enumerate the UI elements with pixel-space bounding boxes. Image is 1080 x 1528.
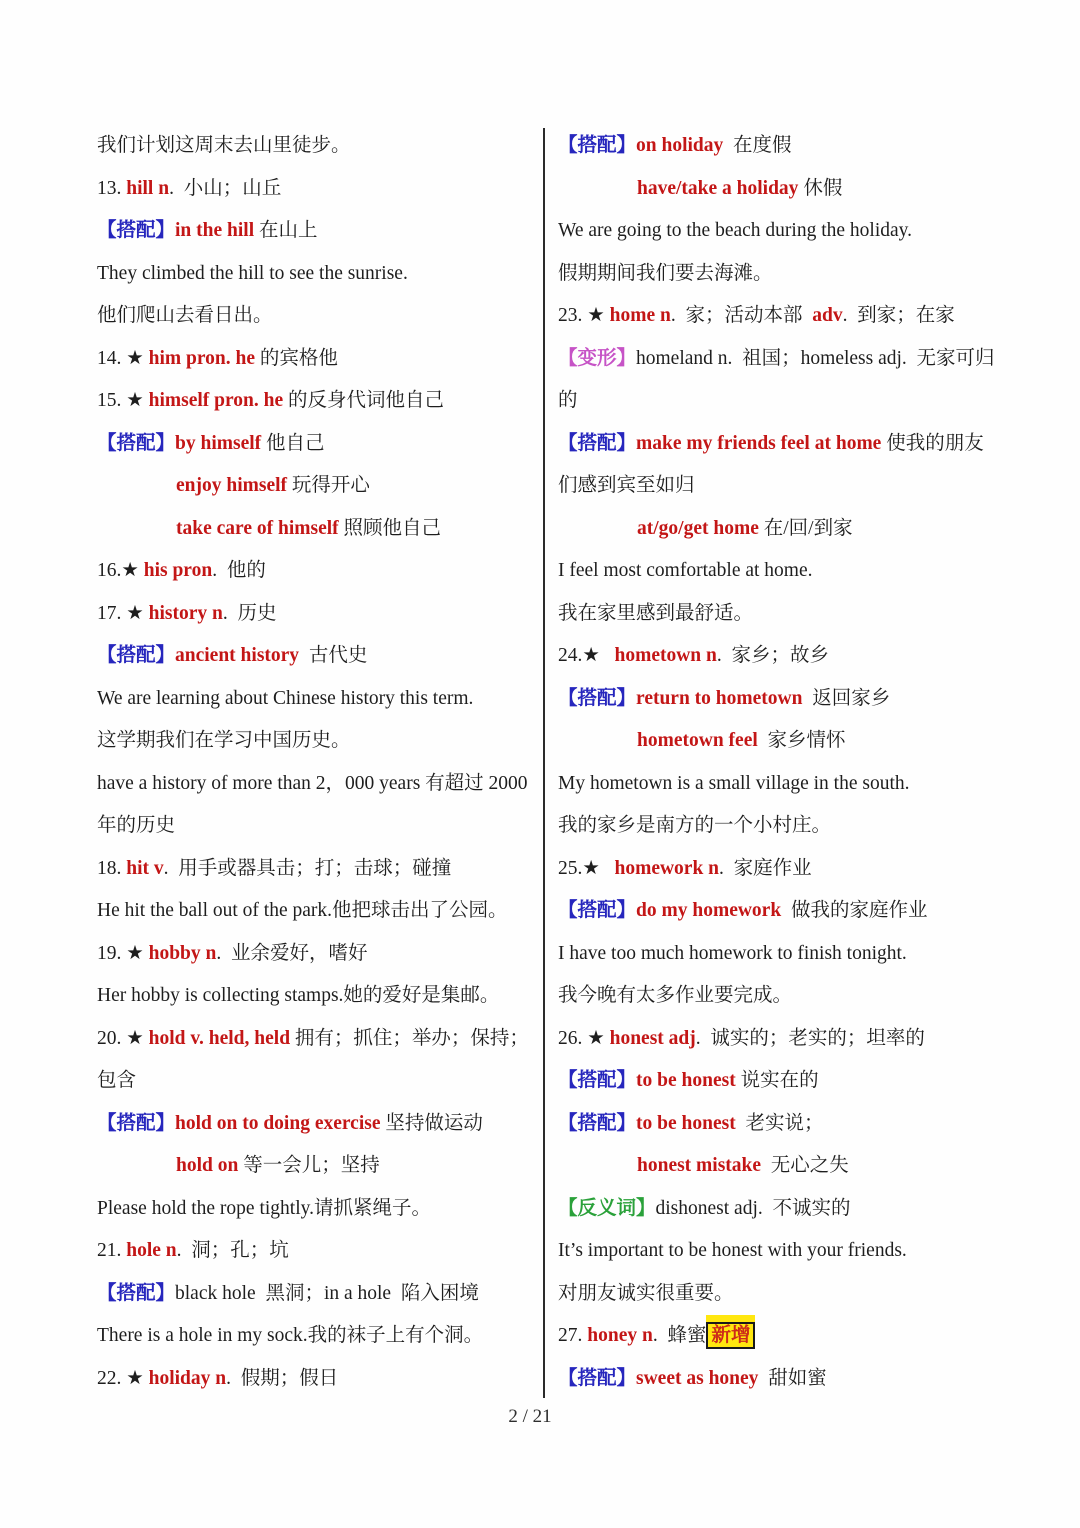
body-text: We are learning about Chinese history this term. — [97, 687, 474, 709]
body-text: . 家庭作业 — [719, 857, 812, 879]
text-line — [558, 295, 1078, 338]
body-text: My hometown is a small village in the south. — [558, 772, 910, 794]
body-text: I feel most comfortable at home. — [558, 560, 813, 581]
text-line — [97, 890, 542, 933]
text-line — [558, 848, 1078, 891]
headword-or-phrase-text: have/take a holiday — [637, 177, 799, 199]
left-column — [97, 125, 542, 1400]
text-line — [97, 253, 542, 296]
body-text: 19. ★ — [97, 942, 149, 964]
text-line — [97, 465, 542, 508]
body-text: . — [169, 177, 184, 199]
collocation-label: 【搭配】 — [97, 432, 176, 454]
headword-or-phrase-text: homework n — [614, 857, 720, 879]
body-text: . 用手或器具击；打；击球；碰撞 — [163, 857, 452, 879]
body-text: 古代史 — [299, 645, 368, 666]
body-text: . 到家；在家 — [842, 305, 955, 326]
text-line — [97, 125, 542, 168]
headword-or-phrase-text: ancient history — [175, 645, 300, 666]
text-line — [558, 253, 1078, 296]
body-text: It’s important to be honest with your friends. — [558, 1240, 907, 1261]
column-divider-line — [543, 128, 545, 1398]
headword-or-phrase-text: history n — [148, 602, 223, 624]
text-line — [558, 763, 1078, 806]
text-line — [558, 678, 1078, 721]
collocation-label: 【搭配】 — [97, 220, 176, 241]
text-line — [97, 1230, 542, 1273]
body-text: 在/回/到家 — [758, 517, 853, 539]
collocation-label: 【搭配】 — [558, 900, 637, 921]
text-line — [97, 1060, 542, 1103]
variant-label: 【变形】 — [558, 347, 637, 369]
text-line — [97, 380, 542, 423]
headword-or-phrase-text: to be honest — [636, 1112, 736, 1134]
text-line — [97, 1358, 542, 1401]
body-text: 小山；山丘 — [183, 177, 282, 199]
body-text: We are going to the beach during the holiday. — [558, 220, 913, 241]
body-text: 他们爬山去看日出。 — [97, 305, 273, 326]
body-text: . 假期；假日 — [226, 1367, 339, 1389]
headword-or-phrase-text: adv — [812, 305, 843, 326]
headword-or-phrase-text: make my friends feel at home — [636, 432, 882, 454]
body-text: . 他的 — [212, 560, 266, 581]
text-line — [558, 890, 1078, 933]
text-line — [97, 720, 542, 763]
body-text: have a history of more than 2，000 years 有超过 2000 — [97, 772, 528, 794]
text-line — [558, 635, 1078, 678]
body-text: 25.★ — [558, 857, 615, 879]
body-text: 27. — [558, 1325, 588, 1346]
headword-or-phrase-text: home n — [609, 305, 671, 326]
text-line — [97, 1018, 542, 1061]
body-text: . 诚实的；老实的；坦率的 — [695, 1027, 925, 1049]
text-line — [558, 380, 1078, 423]
collocation-label: 【搭配】 — [558, 1112, 637, 1134]
body-text: Please hold the rope tightly.请抓紧绳子。 — [97, 1197, 431, 1219]
text-line — [558, 593, 1078, 636]
text-line — [558, 805, 1078, 848]
body-text: 17. ★ — [97, 602, 149, 624]
text-line — [97, 1145, 542, 1188]
right-column — [558, 125, 1078, 1400]
new-added-badge: 新增 — [706, 1322, 755, 1349]
body-text: . 业余爱好，嗜好 — [216, 942, 368, 964]
body-text: 21. — [97, 1240, 127, 1261]
text-line — [558, 1060, 1078, 1103]
headword-or-phrase-text: hometown feel — [637, 730, 758, 751]
text-line — [558, 975, 1078, 1018]
body-text: 返回家乡 — [802, 687, 891, 709]
body-text: 等一会儿；坚持 — [238, 1155, 380, 1176]
text-line — [558, 168, 1078, 211]
body-text: 我的家乡是南方的一个小村庄。 — [558, 815, 832, 836]
text-line — [97, 635, 542, 678]
text-line — [558, 1188, 1078, 1231]
body-text: 玩得开心 — [287, 475, 370, 496]
body-text: 15. ★ — [97, 390, 149, 411]
page-number: 2 / 21 — [508, 1406, 552, 1427]
collocation-label: 【搭配】 — [558, 135, 637, 156]
body-text: 使我的朋友 — [881, 432, 984, 454]
text-line — [558, 210, 1078, 253]
headword-or-phrase-text: enjoy himself — [176, 475, 288, 496]
headword-or-phrase-text: take care of himself — [176, 517, 339, 539]
headword-or-phrase-text: honey n — [587, 1325, 653, 1346]
headword-or-phrase-text: holiday n — [148, 1367, 227, 1389]
text-line — [97, 168, 542, 211]
text-line — [558, 508, 1078, 551]
body-text: 在度假 — [723, 135, 792, 156]
body-text: . 历史 — [222, 602, 277, 624]
body-text: 说实在的 — [735, 1070, 819, 1091]
headword-or-phrase-text: hold on to doing exercise — [175, 1112, 381, 1134]
body-text: 甜如蜜 — [758, 1367, 827, 1389]
text-line — [558, 1273, 1078, 1316]
headword-or-phrase-text: sweet as honey — [636, 1367, 759, 1389]
body-text: 的反身代词他自己 — [283, 390, 445, 411]
headword-or-phrase-text: on holiday — [636, 135, 724, 156]
body-text: 包含 — [97, 1070, 137, 1091]
headword-or-phrase-text: hold on — [176, 1155, 239, 1176]
body-text: 在山上 — [254, 220, 318, 241]
body-text: homeland n. 祖国；homeless adj. 无家可归 — [636, 347, 995, 369]
text-line — [558, 1103, 1078, 1146]
body-text: . 家；活动本部 — [670, 305, 813, 326]
body-text: They climbed the hill to see the sunrise. — [97, 262, 408, 284]
collocation-label: 【搭配】 — [558, 687, 637, 709]
body-text: . 蜂蜜 — [652, 1325, 707, 1346]
headword-or-phrase-text: honest adj — [609, 1027, 696, 1049]
text-line — [97, 1273, 542, 1316]
text-line — [97, 508, 542, 551]
body-text: 我在家里感到最舒适。 — [558, 602, 754, 624]
body-text: Her hobby is collecting stamps.她的爱好是集邮。 — [97, 985, 500, 1006]
body-text: 这学期我们在学习中国历史。 — [97, 730, 351, 751]
body-text: 26. ★ — [558, 1027, 610, 1049]
body-text: 18. — [97, 857, 127, 879]
body-text: 拥有；抓住；举办；保持； — [290, 1027, 529, 1049]
headword-or-phrase-text: return to hometown — [636, 687, 803, 709]
body-text: 休假 — [798, 177, 843, 199]
headword-or-phrase-text: honest mistake — [637, 1155, 762, 1176]
antonym-label: 【反义词】 — [558, 1197, 656, 1219]
headword-or-phrase-text: do my homework — [636, 900, 782, 921]
text-line — [97, 593, 542, 636]
text-line — [97, 550, 542, 593]
text-line — [558, 1018, 1078, 1061]
headword-or-phrase-text: hill n — [126, 177, 170, 199]
headword-or-phrase-text: his pron — [143, 560, 213, 581]
text-line — [97, 338, 542, 381]
headword-or-phrase-text: in the hill — [175, 220, 255, 241]
body-text: 13. — [97, 177, 127, 199]
headword-or-phrase-text: hole n — [126, 1240, 177, 1261]
body-text: He hit the ball out of the park.他把球击出了公园。 — [97, 900, 508, 921]
headword-or-phrase-text: hometown n — [614, 645, 717, 666]
text-line — [97, 848, 542, 891]
headword-or-phrase-text: hobby n — [148, 942, 217, 964]
body-text: 24.★ — [558, 645, 615, 666]
body-text: 对朋友诚实很重要。 — [558, 1282, 734, 1304]
body-text: 老实说； — [735, 1112, 824, 1134]
collocation-label: 【搭配】 — [97, 645, 176, 666]
text-line — [558, 1315, 1078, 1358]
body-text: 家乡情怀 — [757, 730, 846, 751]
text-line — [97, 423, 542, 466]
text-line — [97, 933, 542, 976]
body-text: 的宾格他 — [254, 347, 338, 369]
text-line — [558, 1145, 1078, 1188]
body-text: 年的历史 — [97, 815, 176, 836]
body-text: 22. ★ — [97, 1367, 149, 1389]
headword-or-phrase-text: him pron. he — [148, 347, 255, 369]
body-text: dishonest adj. 不诚实的 — [655, 1197, 851, 1219]
body-text: 做我的家庭作业 — [781, 900, 928, 921]
text-line — [97, 975, 542, 1018]
text-line — [97, 805, 542, 848]
body-text: 14. ★ — [97, 347, 149, 369]
body-text: 坚持做运动 — [380, 1112, 483, 1134]
collocation-label: 【搭配】 — [97, 1112, 176, 1134]
headword-or-phrase-text: hit v — [126, 857, 164, 879]
body-text: 16.★ — [97, 560, 144, 581]
text-line — [558, 338, 1078, 381]
text-line — [558, 933, 1078, 976]
text-line — [97, 210, 542, 253]
body-text: 我们计划这周末去山里徒步。 — [97, 135, 351, 156]
text-line — [97, 678, 542, 721]
text-line — [97, 1103, 542, 1146]
body-text: There is a hole in my sock.我的袜子上有个洞。 — [97, 1325, 484, 1346]
text-line — [97, 1315, 542, 1358]
headword-or-phrase-text: at/go/get home — [637, 517, 759, 539]
collocation-label: 【搭配】 — [558, 432, 637, 454]
text-line — [558, 550, 1078, 593]
body-text: I have too much homework to finish tonight. — [558, 942, 907, 964]
body-text: 们感到宾至如归 — [558, 475, 695, 496]
headword-or-phrase-text: hold v. held, held — [148, 1027, 291, 1049]
text-line — [558, 1230, 1078, 1273]
body-text: 23. ★ — [558, 305, 610, 326]
text-line — [97, 1188, 542, 1231]
body-text: 的 — [558, 390, 578, 411]
body-text: . 家乡；故乡 — [716, 645, 830, 666]
text-line — [97, 295, 542, 338]
body-text: 照顾他自己 — [338, 517, 442, 539]
text-line — [558, 720, 1078, 763]
body-text: . 洞；孔；坑 — [176, 1240, 289, 1261]
text-line — [97, 763, 542, 806]
body-text: black hole 黑洞；in a hole 陷入困境 — [175, 1282, 479, 1304]
body-text: 假期期间我们要去海滩。 — [558, 262, 773, 284]
collocation-label: 【搭配】 — [97, 1282, 176, 1304]
text-line — [558, 423, 1078, 466]
collocation-label: 【搭配】 — [558, 1367, 637, 1389]
body-text: 他自己 — [261, 432, 325, 454]
headword-or-phrase-text: by himself — [175, 432, 262, 454]
headword-or-phrase-text: to be honest — [636, 1070, 736, 1091]
body-text: 我今晚有太多作业要完成。 — [558, 985, 793, 1006]
text-line — [558, 1358, 1078, 1401]
body-text: 20. ★ — [97, 1027, 149, 1049]
collocation-label: 【搭配】 — [558, 1070, 637, 1091]
text-line — [558, 125, 1078, 168]
text-line — [558, 465, 1078, 508]
headword-or-phrase-text: himself pron. he — [148, 390, 284, 411]
body-text: 无心之失 — [761, 1155, 849, 1176]
